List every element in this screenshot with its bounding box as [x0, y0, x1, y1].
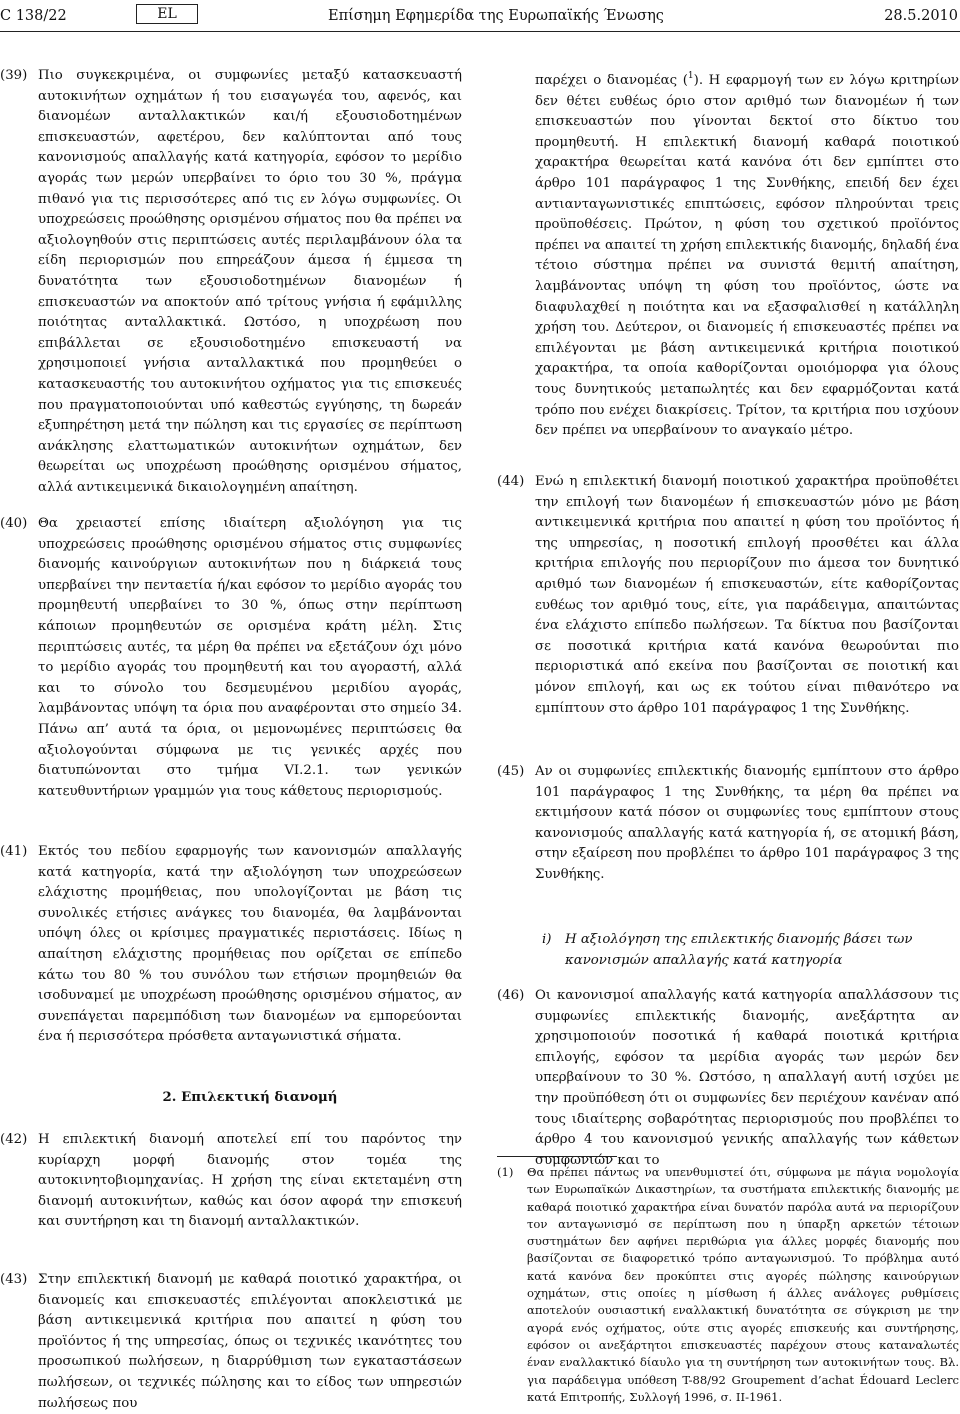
paragraph-text: Αν οι συμφωνίες επιλεκτικής διανομής εμπίπτουν στο άρθρο 101 παράγραφος 1 της Συνθήκης, τα μέρη θα πρέπει να εκτιμήσουν κατά πόσον οι συμφωνίες τους εμπίπτουν στους κανονισμούς απαλλαγής κατά κατηγορία ή, σε ατομική βάση, στην εξαίρεση που προβλέπει το άρθρο 101 παράγραφος 3 της Συνθήκης. [535, 764, 959, 882]
header-divider [0, 31, 960, 32]
paragraph-39 [0, 66, 462, 498]
subheading-block [497, 930, 959, 971]
paragraph-number: (44) [497, 474, 525, 489]
subheading-text: Η αξιολόγηση της επιλεκτικής διανομής βάσει των κανονισμών απαλλαγής κατά κατηγορία [565, 932, 913, 968]
paragraph-41 [0, 842, 462, 1048]
paragraph-number: (42) [0, 1132, 28, 1147]
footnote-text: Θα πρέπει πάντως να υπενθυμιστεί ότι, σύμφωνα με πάγια νομολογία των Ευρωπαϊκών Δικαστηρίων, τα συστήματα επιλεκτικής διανομής με καθαρά ποιοτικό χαρακτήρα είναι δυνατόν παρόλα αυτά να περιορίζουν τον ανταγωνισμό σε περίπτωση που η ύπαρξη αρκετών τέτοιων συστημάτων δεν αφήνει περιθώρια για άλλες μορφές διανομής που βασίζονται σε διαφορετικό τρόπο ανταγωνισμού. Το πρόβλημα αυτό κατά κανόνα δεν προκύπτει στις αγορές πώλησης καινούργιων οχημάτων, στις οποίες η μίσθωση ή άλλες ανάλογες ρυθμίσεις αποτελούν ουσιαστική εναλλακτική δυνατότητα σε σύγκριση με την αγορά ενός οχήματος, ούτε στις αγορές επισκευής και συντήρησης, εφόσον οι ανεξάρτητοι επισκευαστές παρέχουν στους καταναλωτές έναν εναλλακτικό δίαυλο για τη συντήρηση των αυτοκινήτων τους. Βλ. για παράδειγμα υπόθεση T-88/92 Groupement d’achat Édouard Leclerc κατά Επιτροπής, Συλλογή 1996, σ. II-1961. [527, 1165, 959, 1404]
paragraph-43-continued [497, 66, 959, 442]
paragraph-number: (43) [0, 1272, 28, 1287]
paragraph-text: Ενώ η επιλεκτική διανομή ποιοτικού χαρακτήρα προϋποθέτει την επιλογή των διανομέων ή επισκευαστών μόνο με βάση αντικειμενικά κριτήρια που απαιτεί η φύση του προϊόντος ή της υπηρεσίας, η ποσοτική επιλογή προσθέτει και άλλα κριτήρια επιλογής που περιορίζουν πιο άμεσα τον δυνητικό αριθμό των διανομέων ή επισκευαστών, είτε καθορίζοντας ευθέως τον αριθμό τους, είτε, για παράδειγμα, απαιτώντας ένα ελάχιστο επίπεδο πωλήσεων. Τα δίκτυα που βασίζονται σε ποσοτικά κριτήρια κατά κανόνα θεωρούνται πιο περιοριστικά από εκείνα που βασίζονται σε ποιοτική και μόνον επιλογή, και ως εκ τούτου είναι πιθανότερο να εμπίπτουν στο άρθρο 101 παράγραφος 1 της Συνθήκης. [535, 474, 959, 716]
paragraph-number: (46) [497, 988, 525, 1003]
footnote-reference[interactable]: 1 [687, 71, 694, 81]
right-column-block-46 [497, 986, 959, 1171]
footnote-divider [497, 1156, 617, 1157]
footnote-number: (1) [497, 1165, 514, 1179]
paragraph-43 [0, 1270, 462, 1414]
subheading-number: i) [542, 932, 552, 947]
left-column [0, 66, 462, 498]
left-column-block-42 [0, 1130, 462, 1233]
publication-date: 28.5.2010 [884, 8, 958, 24]
page-header [0, 0, 960, 40]
paragraph-number: (40) [0, 516, 28, 531]
right-column-block-44 [497, 472, 959, 719]
right-column-block-45 [497, 762, 959, 886]
paragraph-number: (41) [0, 844, 28, 859]
paragraph-text: Εκτός του πεδίου εφαρμογής των κανονισμών απαλλαγής κατά κατηγορία, κατά την αξιολόγηση των υποχρεώσεων ελάχιστης προμήθειας, που υπολογίζονται με βάση τις συνολικές ετήσιες ανάγκες του διανομέα, θα λαμβάνονται υπόψη όλες οι κρίσιμες πραγματικές περιστάσεις. Ιδίως η απαίτηση ελάχιστης προμήθειας που ορίζεται σε επίπεδο κάτω του 80 % του συνόλου των ετήσιων προμηθειών θα ισοδυναμεί με υποχρέωση προώθησης ορισμένου σήματος, αν συνεπάγεται παρεμπόδιση των διανομέων να εμπορεύονται ένα ή περισσότερα πρόσθετα ανταγωνιστικά σήματα. [38, 844, 462, 1045]
continuation-text-start: παρέχει ο διανομέας ( [535, 73, 688, 88]
paragraph-42 [0, 1130, 462, 1233]
footnote [497, 1164, 959, 1406]
journal-title: Επίσημη Εφημερίδα της Ευρωπαϊκής Ένωσης [328, 8, 664, 24]
right-column-continuation [497, 66, 959, 442]
paragraph-text: Πιο συγκεκριμένα, οι συμφωνίες μεταξύ κατασκευαστή αυτοκινήτων οχημάτων ή του εισαγωγέα του, αφενός, και διανομέων ανταλλακτικών και/ή εξουσιοδοτημένων επισκευαστών, αφετέρου, δεν καλύπτονται από τους κανονισμούς απαλλαγής κατά κατηγορία, εφόσον το μερίδιο αγοράς των μερών υπερβαίνει το όριο του 30 %, πράγμα πιθανό για τις περισσότερες από τις εν λόγω συμφωνίες. Οι υποχρεώσεις προώθησης ορισμένου σήματος που θα πρέπει να αξιολογηθούν στις περιπτώσεις αυτές περιλαμβάνουν όλα τα είδη περιορισμών που επηρεάζουν άμεσα ή έμμεσα τη δυνατότητα των εξουσιοδοτημένων διανομέων ή επισκευαστών να αποκτούν από τρίτους γνήσια ή εφάμιλλης ποιότητας ανταλλακτικά. Ωστόσο, η υποχρέωση που επιβάλλεται σε εξουσιοδοτημένο επισκευαστή να χρησιμοποιεί γνήσια ανταλλακτικά που προμηθεύει ο κατασκευαστής του αυτοκινήτου οχήματος για τις επισκευές που πραγματοποιούνται υπό καθεστώς εγγύησης, τη δωρεάν εξυπηρέτηση μετά την πώληση και τις εργασίες σε περίπτωση ανάκλησης ελαττωματικών αυτοκινήτων οχημάτων, δεν θεωρείται ως υποχρέωση προώθησης ορισμένου σήματος, αλλά αντικειμενικά δικαιολογημένη απαίτηση. [38, 68, 462, 495]
language-badge: EL [136, 4, 198, 24]
paragraph-text: Η επιλεκτική διανομή αποτελεί επί του παρόντος την κυρίαρχη μορφή διανομής στον τομέα της αυτοκινητοβιομηχανίας. Η χρήση της είναι εκτεταμένη στη διανομή αυτοκινήτων, καθώς και όσον αφορά την επισκευή και συντήρηση και τη διανομή ανταλλακτικών. [38, 1132, 462, 1230]
paragraph-44 [497, 472, 959, 719]
section-number: 2. [162, 1090, 177, 1105]
left-column-block-41 [0, 842, 462, 1048]
left-column-block-40 [0, 514, 462, 802]
paragraph-46 [497, 986, 959, 1171]
paragraph-45 [497, 762, 959, 886]
paragraph-text: Θα χρειαστεί επίσης ιδιαίτερη αξιολόγηση για τις υποχρεώσεις προώθησης ορισμένου σήματος στις συμφωνίες διανομής καινούργιων αυτοκινήτων που η διάρκειά τους υπερβαίνει την πενταετία ή/και εφόσον το μερίδιο αγοράς του προμηθευτή υπερβαίνει το 30 %, όπως στην περίπτωση κάποιων προμηθευτών σε ορισμένα κράτη μέλη. Στις περιπτώσεις αυτές, τα μέρη θα πρέπει να εξετάζουν όχι μόνο το μερίδιο αγοράς του προμηθευτή και του αγοραστή, αλλά και το σύνολο του δεσμευμένου μεριδίου αγοράς, λαμβάνοντας υπόψη τα όρια που αναφέρονται στο σημείο 34. Πάνω απ’ αυτά τα όρια, οι μεμονωμένες περιπτώσεις θα αξιολογούνται σύμφωνα με τις γενικές αρχές που διατυπώνονται στο τμήμα VI.2.1. των γενικών κατευθυντήριων γραμμών για τους κάθετους περιορισμούς. [38, 516, 462, 799]
paragraph-40 [0, 514, 462, 802]
paragraph-number: (45) [497, 764, 525, 779]
page-reference: C 138/22 [0, 8, 67, 24]
paragraph-text: Στην επιλεκτική διανομή με καθαρά ποιοτικό χαρακτήρα, οι διανομείς και επισκευαστές επιλέγονται αποκλειστικά με βάση αντικειμενικά κριτήρια που απαιτεί η φύση του προϊόντος ή της υπηρεσίας, όπως οι τεχνικές ικανότητες του προσωπικού πωλήσεων, η διαρρύθμιση των εγκαταστάσεων πωλήσεων, οι τεχνικές πώλησης και το είδος των υπηρεσιών πωλήσεως που [38, 1272, 462, 1411]
continuation-text-end: ). Η εφαρμογή των εν λόγω κριτηρίων δεν θέτει ευθέως όριο στον αριθμό των διανομέων ή των επισκευαστών που γίνονται δεκτοί στο δίκτυο του προμηθευτή. Η επιλεκτική διανομή καθαρά ποιοτικού χαρακτήρα θεωρείται κατά κανόνα ότι δεν εμπίπτει στο άρθρο 101 παράγραφος 1 της Συνθήκης, επειδή δεν έχει αντιανταγωνιστικές επιπτώσεις, εφόσον πληρούνται τρεις προϋποθέσεις. Πρώτον, η φύση του σχετικού προϊόντος πρέπει να απαιτεί τη χρήση επιλεκτικής διανομής, δηλαδή ένα τέτοιο σύστημα πρέπει να συνιστά θεμιτή απαίτηση, λαμβάνοντας υπόψη τη φύση του προϊόντος, ώστε να διαφυλαχθεί η ποιότητα και να εξασφαλισθεί η κατάλληλη χρήση του. Δεύτερον, οι διανομείς ή επισκευαστές πρέπει να επιλέγονται με βάση αντικειμενικά κριτήρια ποιοτικού χαρακτήρα, τα οποία καθορίζονται ομοιόμορφα για όλους τους δυνητικούς μεταπωλητές και δεν εφαρμόζονται κατά τρόπο που ενέχει διακρίσεις. Τρίτον, τα κριτήρια που ισχύουν δεν πρέπει να υπερβαίνουν το αναγκαίο μέτρο. [535, 73, 960, 439]
section-heading [0, 1088, 462, 1109]
paragraph-text: Οι κανονισμοί απαλλαγής κατά κατηγορία απαλλάσσουν τις συμφωνίες επιλεκτικής διανομής, ανεξάρτητα αν χρησιμοποιούν ποσοτικά ή καθαρά ποιοτικά κριτήρια επιλογής, εφόσον τα μερίδια αγοράς των μερών δεν υπερβαίνουν το 30 %. Ωστόσο, η απαλλαγή αυτή ισχύει με την προϋπόθεση ότι οι συμφωνίες δεν περιέχουν κανέναν από τους ιδιαίτερης σοβαρότητας περιορισμούς που προβλέπει το άρθρο 4 του κανονισμού γενικής απαλλαγής των κάθετων συμφωνιών και το [535, 988, 959, 1168]
section-title: Επιλεκτική διανομή [181, 1090, 338, 1105]
paragraph-number: (39) [0, 68, 28, 83]
subheading [497, 930, 959, 971]
left-column-block-43 [0, 1270, 462, 1414]
